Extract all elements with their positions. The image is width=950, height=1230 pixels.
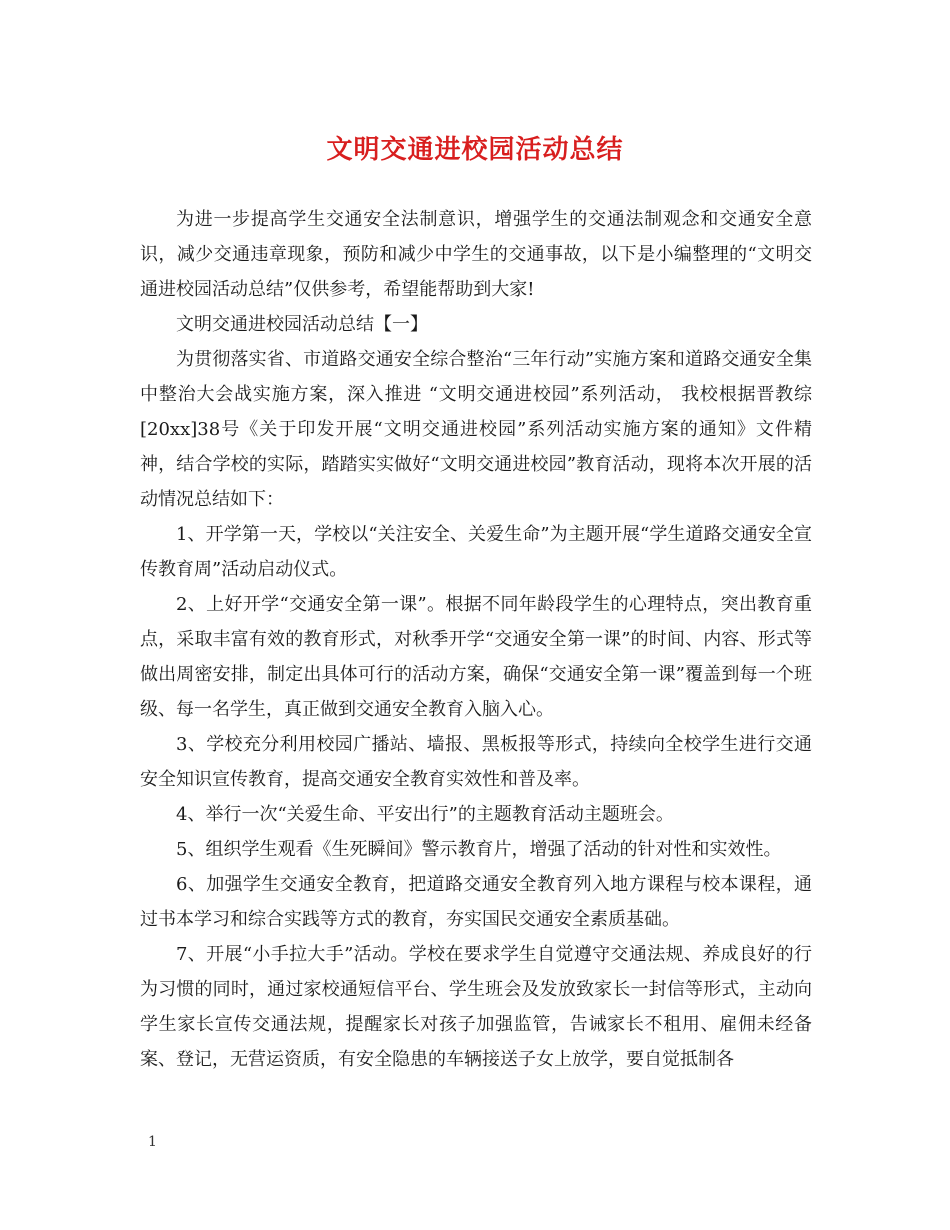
- page-number: 1: [148, 1134, 157, 1150]
- list-item-6: 6、加强学生交通安全教育，把道路交通安全教育列入地方课程与校本课程，通过书本学习和综合实践等方式的教育，夯实国民交通安全素质基础。: [140, 874, 812, 930]
- list-item-4: 4、举行一次“关爱生命、平安出行”的主题教育活动主题班会。: [176, 804, 674, 825]
- list-item-7: 7、开展“小手拉大手”活动。学校在要求学生自觉遵守交通法规、养成良好的行为习惯的同时，通过家校通短信平台、学生班会及发放致家长一封信等形式，主动向学生家长宣传交通法规，提醒家长对孩子加强监管，告诫家长不租用、雇佣未经备案、登记，无营运资质，有安全隐患的车辆接送子女上放学，要自觉抵制各: [140, 944, 812, 1070]
- document-body: [140, 202, 812, 1077]
- list-item-5: 5、组织学生观看《生死瞬间》警示教育片，增强了活动的针对性和实效性。: [176, 839, 782, 860]
- document-title: 文明交通进校园活动总结: [326, 135, 624, 165]
- paragraph-intro: 为进一步提高学生交通安全法制意识，增强学生的交通法制观念和交通安全意识，减少交通违章现象，预防和减少中学生的交通事故，以下是小编整理的“文明交通进校园活动总结”仅供参考，希望能帮助到大家!: [140, 209, 812, 300]
- list-item-2: 2、上好开学“交通安全第一课”。根据不同年龄段学生的心理特点，突出教育重点，采取丰富有效的教育形式，对秋季开学“交通安全第一课”的时间、内容、形式等做出周密安排，制定出具体可行的活动方案，确保“交通安全第一课”覆盖到每一个班级、每一名学生，真正做到交通安全教育入脑入心。: [140, 594, 812, 720]
- section-heading: 文明交通进校园活动总结【一】: [176, 314, 428, 335]
- paragraph-background: 为贯彻落实省、市道路交通安全综合整治“三年行动”实施方案和道路交通安全集中整治大会战实施方案，深入推进 “文明交通进校园”系列活动， 我校根据晋教综[20xx]38号《关于印发开展“文明交通进校园”系列活动实施方案的通知》文件精神，结合学校的实际，踏踏实实做好“文明交通进校园”教育活动，现将本次开展的活动情况总结如下：: [140, 349, 812, 510]
- list-item-1: 1、开学第一天，学校以“关注安全、关爱生命”为主题开展“学生道路交通安全宣传教育周”活动启动仪式。: [140, 524, 812, 580]
- list-item-3: 3、学校充分利用校园广播站、墙报、黑板报等形式，持续向全校学生进行交通安全知识宣传教育，提高交通安全教育实效性和普及率。: [140, 734, 812, 790]
